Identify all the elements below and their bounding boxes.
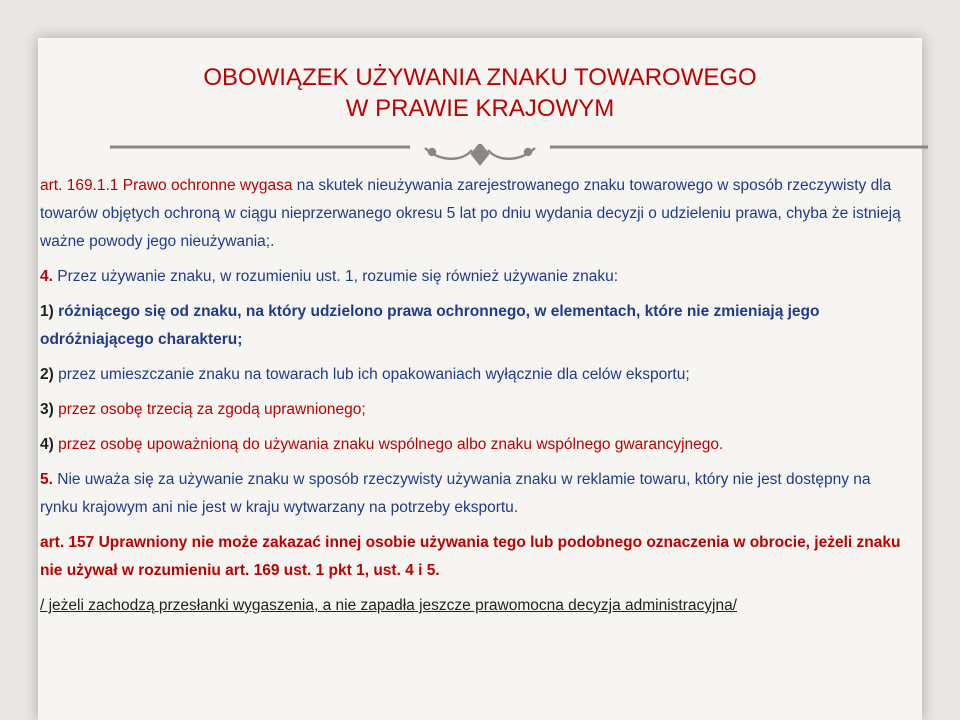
page-title — [38, 62, 922, 124]
item-2-num: 2) — [40, 366, 54, 383]
list-item — [40, 361, 910, 389]
content — [40, 172, 910, 620]
art169-ref: art. 169.1.1 — [40, 177, 119, 194]
item-1-text: różniącego się od znaku, na który udzielono prawa ochronnego, w elementach, które nie zmieniają jego odróżniającego charakteru; — [40, 303, 820, 348]
list-item — [40, 431, 910, 459]
note-text: / jeżeli zachodzą przesłanki wygaszenia, a nie zapadła jeszcze prawomocna decyzja administracyjna/ — [40, 597, 737, 614]
note — [40, 592, 910, 620]
ornament-icon — [425, 144, 535, 164]
p5-text: Nie uważa się za używanie znaku w sposób rzeczywisty używania znaku w reklamie towaru, który nie jest dostępny na rynku krajowym ani nie jest w kraju wytwarzany na potrzeby eksportu. — [40, 471, 871, 516]
art157-text: Uprawniony nie może zakazać innej osobie używania tego lub podobnego oznaczenia w obrocie, jeżeli znaku nie używał w rozumieniu art. 169 ust. 1 pkt 1, ust. 4 i 5. — [40, 534, 901, 579]
p5-num: 5. — [40, 471, 53, 488]
p4-paragraph — [40, 263, 910, 291]
title-line-1: OBOWIĄZEK UŻYWANIA ZNAKU TOWAROWEGO — [203, 64, 757, 91]
p4-text: Przez używanie znaku, w rozumieniu ust. 1, rozumie się również używanie znaku: — [52, 268, 619, 285]
divider — [110, 144, 928, 170]
item-2-text: przez umieszczanie znaku na towarach lub ich opakowaniach wyłącznie dla celów eksportu; — [53, 366, 690, 383]
item-3-num: 3) — [40, 401, 54, 418]
item-3-text: przez osobę trzecią za zgodą uprawnionego; — [53, 401, 366, 418]
p5-paragraph — [40, 466, 910, 522]
art157-paragraph — [40, 529, 910, 585]
art169-text: na skutek nieużywania zarejestrowanego znaku towarowego w sposób rzeczywisty dla towarów objętych ochroną w ciągu nieprzerwanego okresu 5 lat po dniu wydania decyzji o udzieleniu prawa, chyba że istnieją ważne powody jego nieużywania;. — [40, 177, 901, 250]
art157-ref: art. 157 — [40, 534, 95, 551]
list-item — [40, 396, 910, 424]
item-1-num: 1) — [40, 303, 54, 320]
art169-lead: Prawo ochronne wygasa — [118, 177, 293, 194]
item-4-num: 4) — [40, 436, 54, 453]
art169-paragraph — [40, 172, 910, 256]
p4-num: 4. — [40, 268, 53, 285]
item-4-text: przez osobę upoważnioną do używania znaku wspólnego albo znaku wspólnego gwarancyjnego. — [53, 436, 724, 453]
title-line-2: W PRAWIE KRAJOWYM — [345, 95, 615, 122]
list-item — [40, 298, 910, 354]
